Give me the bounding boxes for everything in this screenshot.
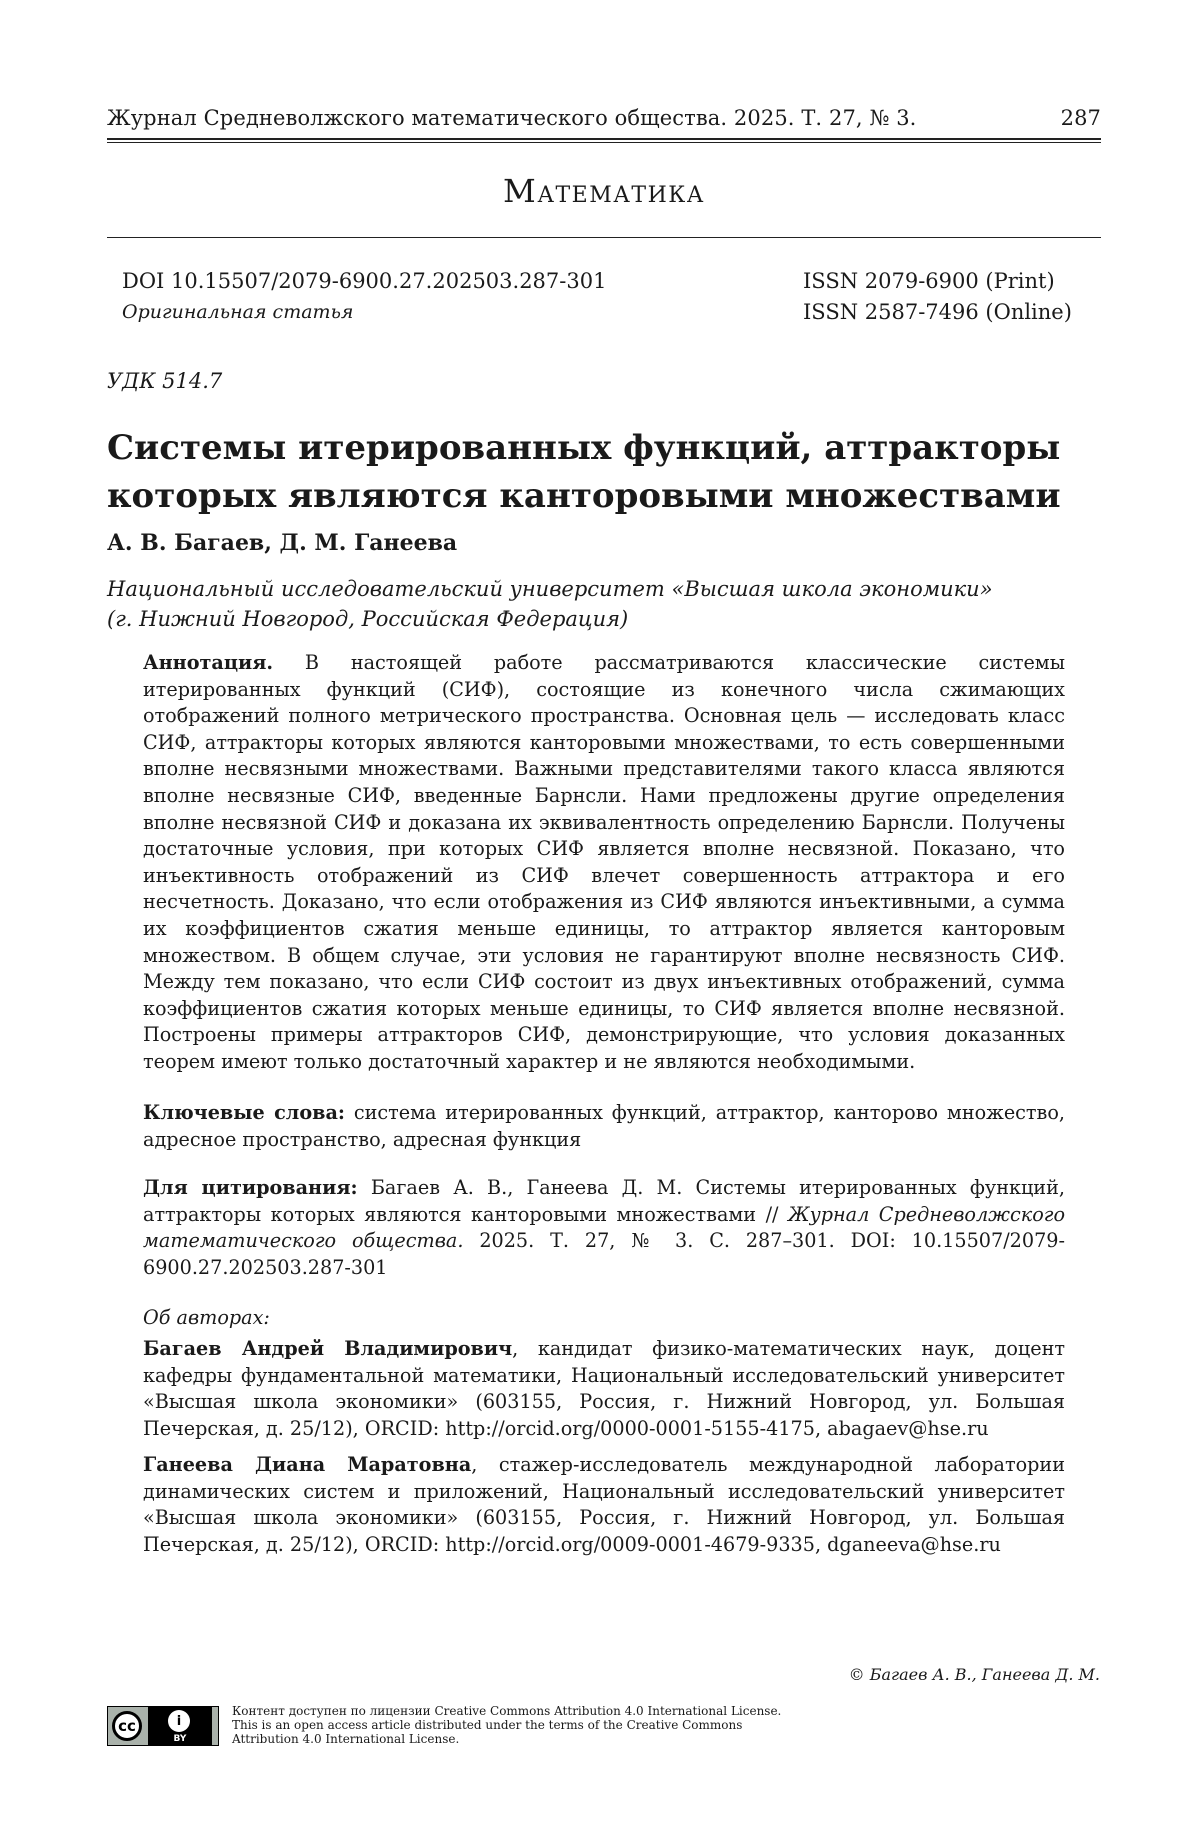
license-line-2: This is an open access article distributed under the terms of the Creative Commons bbox=[232, 1718, 743, 1732]
keywords-text: система итерированных функций, аттрактор, канторово множество, адресное пространство, адресная функция bbox=[143, 1101, 1065, 1151]
article-type: Оригинальная статья bbox=[122, 301, 354, 323]
udk: УДК 514.7 bbox=[107, 369, 223, 393]
citation bbox=[143, 1175, 1065, 1281]
affiliation bbox=[107, 574, 1107, 634]
citation-label: Для цитирования: bbox=[143, 1176, 358, 1199]
issn-print: ISSN 2079-6900 (Print) bbox=[803, 269, 1055, 293]
keywords-label: Ключевые слова: bbox=[143, 1101, 345, 1124]
journal-name: Журнал Средневолжского математического общества. 2025. Т. 27, № 3. bbox=[107, 106, 917, 130]
article-title bbox=[107, 424, 1107, 520]
title-line-1: Системы итерированных функций, аттракторы bbox=[107, 428, 1061, 468]
license-text bbox=[232, 1704, 932, 1746]
citation-journal: Журнал Средневолжского математического общества. bbox=[143, 1202, 1065, 1253]
copyright: © Багаев А. В., Ганеева Д. М. bbox=[848, 1665, 1100, 1684]
abstract-text: В настоящей работе рассматриваются классические системы итерированных функций (СИФ), состоящие из конечного числа сжимающих отображений полного метрического пространства. Основная цель — исследовать класс СИФ, аттракторы которых являются канторовыми множествами, то есть совершенными вполне несвязными множествами. Важными представителями такого класса являются вполне несвязные СИФ, введенные Барнсли. Нами предложены другие определения вполне несвязной СИФ и доказана их эквивалентность определению Барнсли. Получены достаточные условия, при которых СИФ является вполне несвязной. Показано, что инъективность отображений из СИФ влечет совершенность аттрактора и его несчетность. Доказано, что если отображения из СИФ являются инъективными, а сумма их коэффициентов сжатия меньше единицы, то аттрактор является канторовым множеством. В общем случае, эти условия не гарантируют вполне несвязность СИФ. Между тем показано, что если СИФ состоит из двух инъективных отображений, сумма коэффициентов сжатия которых меньше единицы, то СИФ является вполне несвязной. Построены примеры аттракторов СИФ, демонстрирующие, что условия доказанных теорем имеют только достаточный характер и не являются необходимыми. bbox=[143, 651, 1065, 1073]
abstract bbox=[143, 650, 1065, 1076]
license-line-3: Attribution 4.0 International License. bbox=[232, 1732, 460, 1746]
doi: DOI 10.15507/2079-6900.27.202503.287-301 bbox=[122, 269, 607, 293]
author-1-name: Багаев Андрей Владимирович bbox=[143, 1337, 513, 1360]
author-2-name: Ганеева Диана Маратовна bbox=[143, 1453, 472, 1476]
cc-by-badge bbox=[107, 1706, 219, 1746]
header-rule bbox=[107, 138, 1101, 140]
header-rule-thin bbox=[107, 142, 1101, 143]
section-rule bbox=[107, 237, 1101, 238]
page-number: 287 bbox=[1060, 106, 1101, 130]
cc-icon: cc bbox=[112, 1711, 142, 1741]
author-1-info bbox=[143, 1336, 1065, 1442]
about-label: Об авторах: bbox=[143, 1306, 270, 1329]
author-1-details: , кандидат физико-математических наук, доцент кафедры фундаментальной математики, Национальный исследовательский университет «Высшая школа экономики» (603155, Россия, г. Нижний Новгород, ул. Большая Печерская, д. 25/12), ORCID: http://orcid.org/0000-0001-5155-4175, abagaev@hse.ru bbox=[143, 1337, 1065, 1440]
affiliation-line-2: (г. Нижний Новгород, Российская Федерация) bbox=[107, 607, 629, 631]
abstract-label: Аннотация. bbox=[143, 651, 274, 674]
author-2-details: , стажер-исследователь международной лаборатории динамических систем и приложений, Национальный исследовательский университет «Высшая школа экономики» (603155, Россия, г. Нижний Новгород, ул. Большая Печерская, д. 25/12), ORCID: http://orcid.org/0009-0001-4679-9335, dganeeva@hse.ru bbox=[143, 1453, 1065, 1556]
title-line-2: которых являются канторовыми множествами bbox=[107, 476, 1061, 516]
section-title: Математика bbox=[503, 172, 705, 210]
running-head bbox=[107, 106, 1101, 130]
author-2-info bbox=[143, 1452, 1065, 1558]
license-line-1: Контент доступен по лицензии Creative Commons Attribution 4.0 International License. bbox=[232, 1704, 782, 1718]
citation-part2: 2025. Т. 27, № 3. С. 287–301. DOI: 10.15507/2079-6900.27.202503.287-301 bbox=[143, 1229, 1065, 1279]
authors: А. В. Багаев, Д. М. Ганеева bbox=[107, 530, 458, 556]
by-block bbox=[148, 1707, 212, 1745]
by-label: BY bbox=[173, 1734, 187, 1744]
attribution-icon: i bbox=[168, 1710, 190, 1732]
issn-online: ISSN 2587-7496 (Online) bbox=[803, 300, 1072, 324]
affiliation-line-1: Национальный исследовательский университет «Высшая школа экономики» bbox=[107, 577, 993, 601]
citation-part1: Багаев А. В., Ганеева Д. М. Системы итерированных функций, аттракторы которых являются канторовыми множествами // bbox=[143, 1176, 1065, 1226]
keywords bbox=[143, 1100, 1065, 1153]
